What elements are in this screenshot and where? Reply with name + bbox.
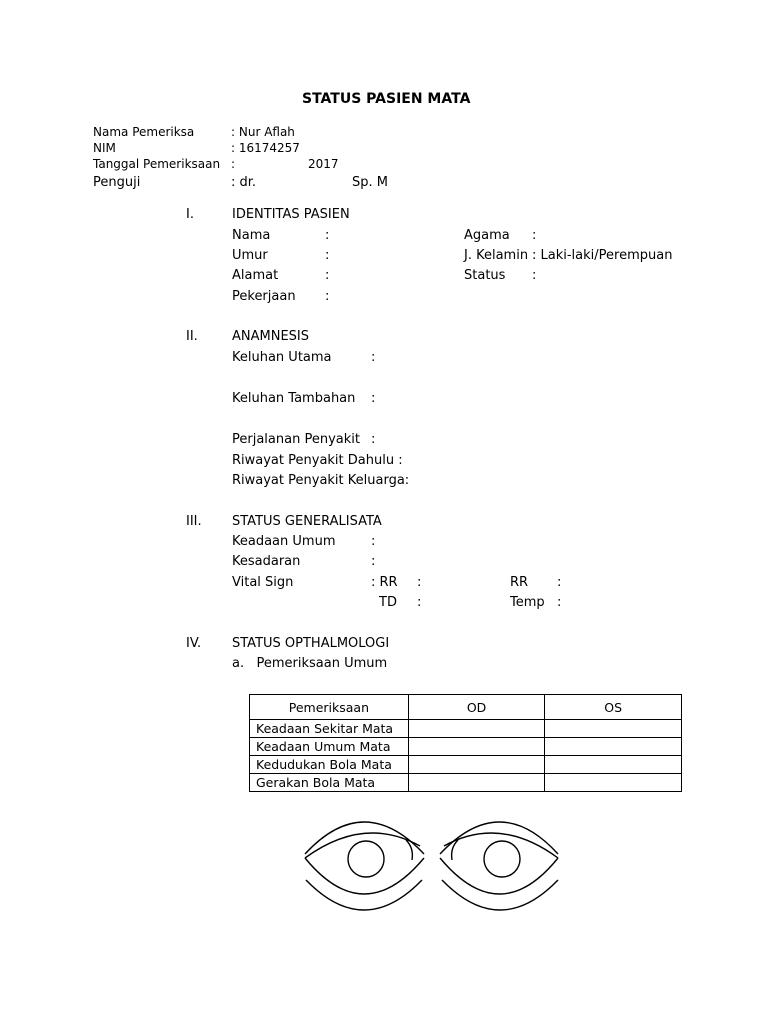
field-colon: : bbox=[557, 595, 562, 610]
field-colon: : bbox=[532, 228, 537, 243]
table-cell[interactable] bbox=[408, 720, 545, 738]
field-label-keluhan-utama: Keluhan Utama bbox=[232, 350, 332, 365]
field-label-keluhan-tambahan: Keluhan Tambahan bbox=[232, 391, 356, 406]
section-title: STATUS GENERALISATA bbox=[232, 514, 382, 529]
field-colon: : bbox=[325, 289, 330, 304]
table-row bbox=[250, 774, 682, 792]
page-title: STATUS PASIEN MATA bbox=[302, 91, 471, 107]
field-label-riwayat-keluarga: Riwayat Penyakit Keluarga: bbox=[232, 473, 410, 488]
exam-table bbox=[249, 694, 682, 792]
field-label-umur: Umur bbox=[232, 248, 268, 263]
field-label-agama: Agama bbox=[464, 228, 510, 243]
field-value-kelamin: : Laki-laki/Perempuan bbox=[532, 248, 673, 263]
table-header: OS bbox=[545, 695, 682, 720]
field-colon: : bbox=[325, 228, 330, 243]
vital-td: TD bbox=[379, 595, 397, 610]
exam-date-label: Tanggal Pemeriksaan bbox=[93, 157, 221, 171]
field-colon: : bbox=[371, 350, 376, 365]
field-label-vital-sign: Vital Sign bbox=[232, 575, 294, 590]
table-cell[interactable] bbox=[545, 756, 682, 774]
field-label-kelamin: J. Kelamin bbox=[464, 248, 529, 263]
field-colon: : bbox=[325, 268, 330, 283]
examiner-label: Penguji bbox=[93, 175, 141, 190]
table-cell[interactable] bbox=[408, 756, 545, 774]
vital-rr-left: : RR bbox=[371, 575, 398, 590]
exam-date-year: 2017 bbox=[308, 157, 339, 171]
exam-date-colon: : bbox=[231, 157, 236, 171]
table-cell: Gerakan Bola Mata bbox=[250, 774, 409, 792]
section-number: I. bbox=[186, 207, 194, 222]
field-colon: : bbox=[371, 432, 376, 447]
subsection-title: a. Pemeriksaan Umum bbox=[232, 656, 388, 671]
table-cell[interactable] bbox=[545, 720, 682, 738]
field-label-nama: Nama bbox=[232, 228, 271, 243]
table-row bbox=[250, 738, 682, 756]
right-eye-drawing bbox=[305, 822, 424, 910]
field-colon: : bbox=[417, 595, 422, 610]
table-cell[interactable] bbox=[408, 774, 545, 792]
field-colon: : bbox=[532, 268, 537, 283]
section-number: III. bbox=[186, 514, 202, 529]
field-colon: : bbox=[417, 575, 422, 590]
table-header-row bbox=[250, 695, 682, 720]
table-cell: Kedudukan Bola Mata bbox=[250, 756, 409, 774]
section-title: STATUS OPTHALMOLOGI bbox=[232, 636, 390, 651]
field-colon: : bbox=[325, 248, 330, 263]
section-number: IV. bbox=[186, 636, 202, 651]
examiner-name-label: Nama Pemeriksa bbox=[93, 125, 195, 139]
table-header: OD bbox=[408, 695, 545, 720]
field-label-kesadaran: Kesadaran bbox=[232, 554, 301, 569]
table-header: Pemeriksaan bbox=[250, 695, 409, 720]
field-colon: : bbox=[371, 391, 376, 406]
field-label-riwayat-dahulu: Riwayat Penyakit Dahulu : bbox=[232, 453, 403, 468]
table-row bbox=[250, 756, 682, 774]
left-eye-drawing bbox=[440, 822, 558, 910]
table-cell[interactable] bbox=[545, 738, 682, 756]
field-colon: : bbox=[557, 575, 562, 590]
field-label-keadaan-umum: Keadaan Umum bbox=[232, 534, 336, 549]
field-label-pekerjaan: Pekerjaan bbox=[232, 289, 296, 304]
vital-rr-right: RR bbox=[510, 575, 529, 590]
section-title: IDENTITAS PASIEN bbox=[232, 207, 350, 222]
nim-value: : 16174257 bbox=[231, 141, 300, 155]
table-cell: Keadaan Sekitar Mata bbox=[250, 720, 409, 738]
examiner-name-value: : Nur Aflah bbox=[231, 125, 295, 139]
vital-temp: Temp bbox=[510, 595, 545, 610]
nim-label: NIM bbox=[93, 141, 116, 155]
section-number: II. bbox=[186, 329, 198, 344]
field-colon: : bbox=[371, 554, 376, 569]
table-cell[interactable] bbox=[545, 774, 682, 792]
table-cell[interactable] bbox=[408, 738, 545, 756]
table-cell: Keadaan Umum Mata bbox=[250, 738, 409, 756]
field-label-alamat: Alamat bbox=[232, 268, 279, 283]
field-colon: : bbox=[371, 534, 376, 549]
field-label-status: Status bbox=[464, 268, 506, 283]
table-row bbox=[250, 720, 682, 738]
examiner-specialty: Sp. M bbox=[352, 175, 388, 190]
section-title: ANAMNESIS bbox=[232, 329, 310, 344]
field-label-perjalanan: Perjalanan Penyakit bbox=[232, 432, 360, 447]
examiner-value: : dr. bbox=[231, 175, 257, 190]
